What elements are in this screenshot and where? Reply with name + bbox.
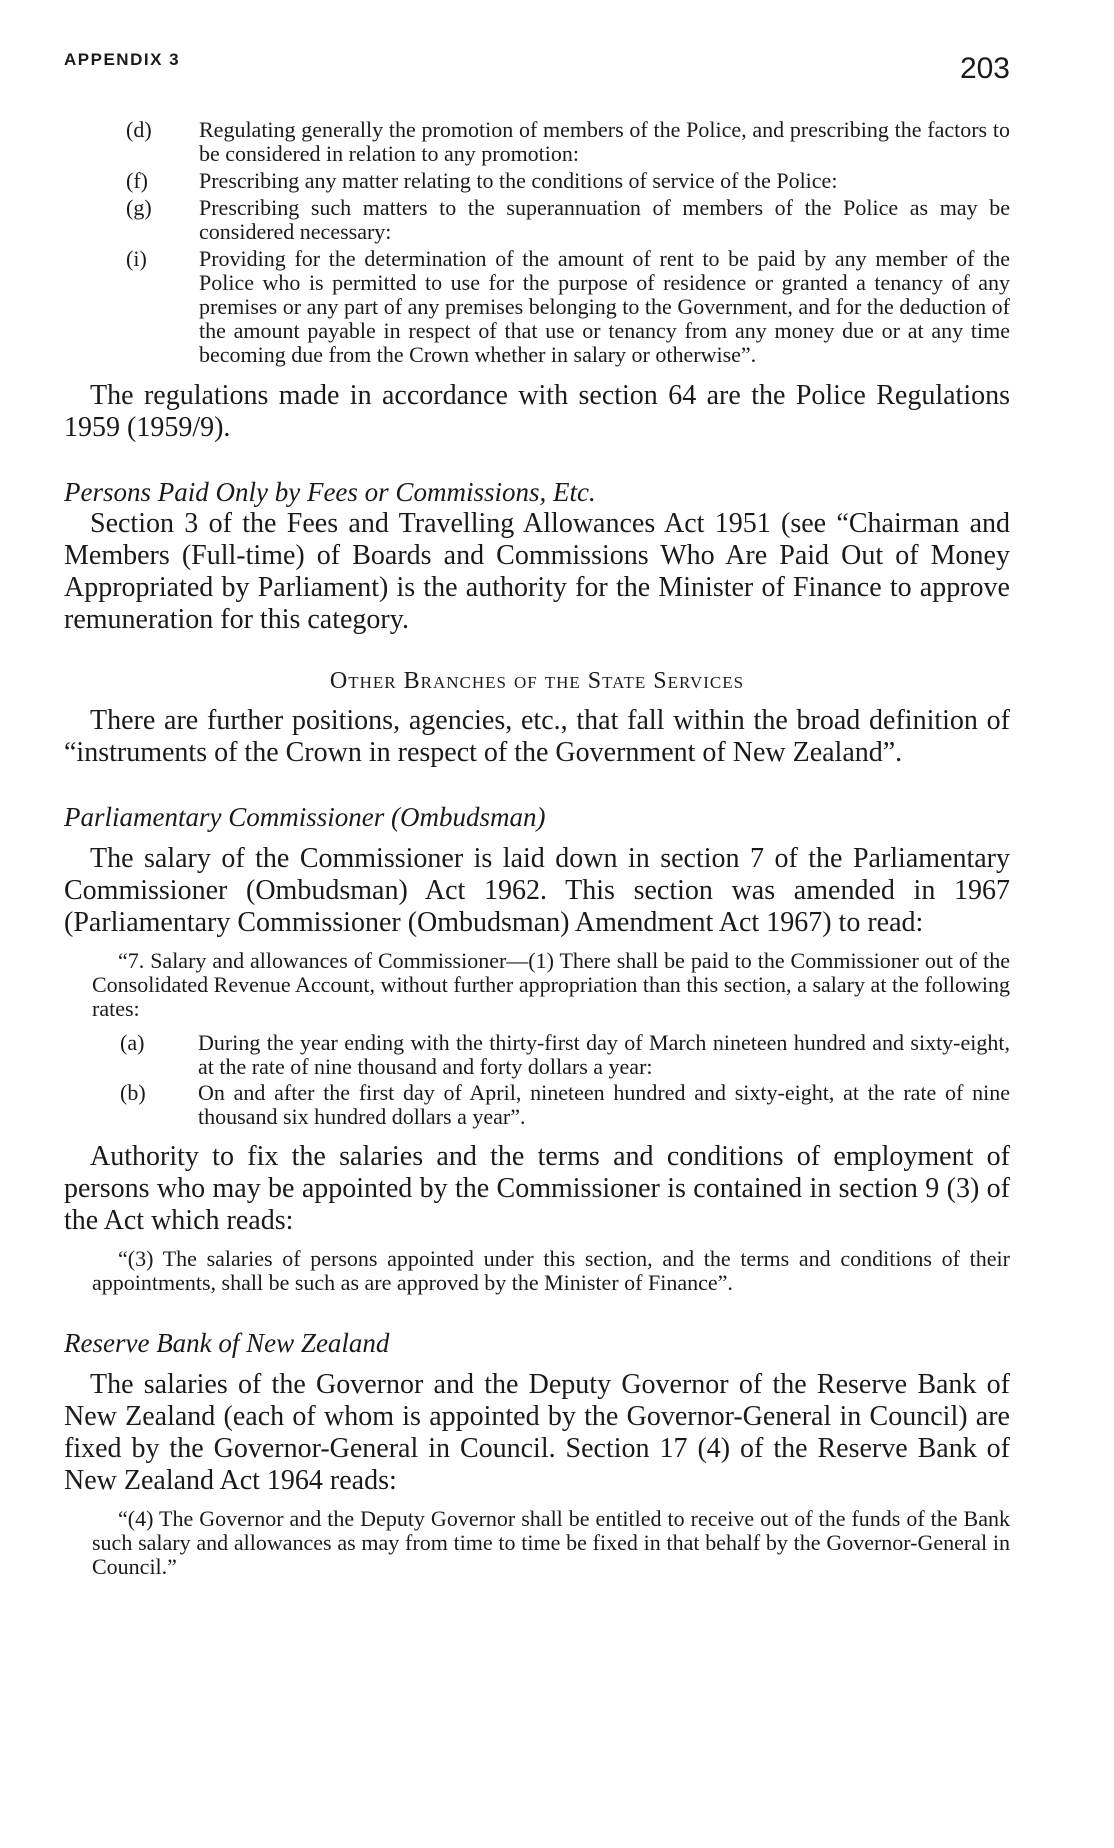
quote-section-17: “(4) The Governor and the Deputy Governor shall be entitled to receive out of the funds of the Bank such salary and allowances as may from time to time be fixed in that behalf by the Governor-General in Council.” [92, 1506, 1010, 1579]
paragraph-fees: Section 3 of the Fees and Travelling Allowances Act 1951 (see “Chairman and Members (Full-time) of Boards and Commissions Who Are Paid Out of Money Appropriated by Parliament) is the authority for the Minister of Finance to approve remuneration for this category. [64, 508, 1010, 635]
heading-reserve-bank: Reserve Bank of New Zealand [64, 1328, 390, 1358]
clause-label: (f) [126, 168, 148, 193]
heading-persons-paid-by-fees: Persons Paid Only by Fees or Commissions, Etc. [64, 477, 596, 507]
clause-label: (i) [126, 246, 147, 271]
paragraph-police-regulations: The regulations made in accordance with section 64 are the Police Regulations 1959 (1959/9). [64, 380, 1010, 443]
heading-ombudsman: Parliamentary Commissioner (Ombudsman) [64, 802, 546, 832]
clause-i [64, 247, 1010, 367]
clause-a [64, 1031, 1010, 1079]
page-number: 203 [959, 52, 1010, 85]
clause-g [64, 196, 1010, 244]
page-content [64, 118, 1010, 1579]
paragraph-authority: Authority to fix the salaries and the terms and conditions of employment of persons who may be appointed by the Commissioner is contained in section 9 (3) of the Act which reads: [64, 1141, 1010, 1236]
clause-d [64, 118, 1010, 166]
quote-section-7: “7. Salary and allowances of Commissioner—(1) There shall be paid to the Commissioner out of the Consolidated Revenue Account, without further appropriation than this section, a salary at the following rates: [92, 948, 1010, 1021]
clause-text: Prescribing such matters to the superannuation of members of the Police as may be considered necessary: [199, 195, 1010, 244]
running-header: APPENDIX 3 [64, 50, 181, 69]
clause-text: Providing for the determination of the amount of rent to be paid by any member of the Police who is permitted to use for the purpose of residence or granted a tenancy of any premises or any part of any premises belonging to the Government, and for the deduction of the amount payable in respect of that use or tenancy from any money due or at any time becoming due from the Crown whether in salary or otherwise”. [199, 246, 1010, 367]
paragraph-reserve-bank: The salaries of the Governor and the Deputy Governor of the Reserve Bank of New Zealand (each of whom is appointed by the Governor-General in Council) are fixed by the Governor-General in Council. Section 17 (4) of the Reserve Bank of New Zealand Act 1964 reads: [64, 1369, 1010, 1496]
clause-text: On and after the first day of April, nineteen hundred and sixty-eight, at the rate of nine thousand six hundred dollars a year”. [198, 1080, 1010, 1129]
quote-section-9: “(3) The salaries of persons appointed under this section, and the terms and conditions of their appointments, shall be such as are approved by the Minister of Finance”. [92, 1246, 1010, 1295]
clause-label: (g) [126, 195, 152, 220]
clause-text: Prescribing any matter relating to the conditions of service of the Police: [199, 168, 838, 193]
clause-text: During the year ending with the thirty-first day of March nineteen hundred and sixty-eight, at the rate of nine thousand and forty dollars a year: [198, 1030, 1010, 1079]
clause-f [64, 169, 1010, 193]
clause-label: (b) [120, 1080, 146, 1105]
clause-label: (a) [120, 1030, 145, 1055]
clause-label: (d) [126, 117, 152, 142]
paragraph-other-branches: There are further positions, agencies, etc., that fall within the broad definition of “instruments of the Crown in respect of the Government of New Zealand”. [64, 705, 1010, 768]
clause-text: Regulating generally the promotion of members of the Police, and prescribing the factors to be considered in relation to any promotion: [199, 117, 1010, 166]
paragraph-ombudsman: The salary of the Commissioner is laid down in section 7 of the Parliamentary Commissioner (Ombudsman) Act 1962. This section was amended in 1967 (Parliamentary Commissioner (Ombudsman) Amendment Act 1967) to read: [64, 843, 1010, 938]
heading-other-branches: Other Branches of the State Services [329, 668, 745, 694]
clause-b [64, 1081, 1010, 1129]
